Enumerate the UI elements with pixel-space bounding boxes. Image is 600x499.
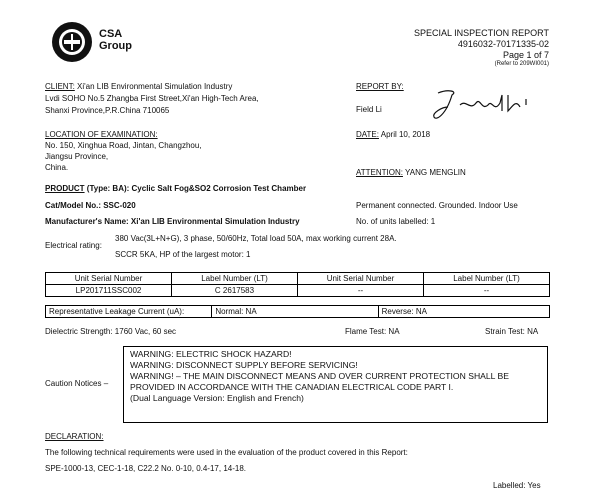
table-cell: LP201711SSC002 <box>46 285 172 297</box>
location-line-3: China. <box>45 163 69 172</box>
leakage-row <box>46 306 550 318</box>
date-value: April 10, 2018 <box>378 130 431 139</box>
caution-box <box>123 346 548 423</box>
declaration-text: The following technical requirements were used in the evaluation of the product covered in this Report: <box>45 448 408 457</box>
product-label: PRODUCT <box>45 184 85 193</box>
client-address-2: Shanxi Province,P.R.China 710065 <box>45 106 170 115</box>
page-number: Page 1 of 7 <box>502 50 549 60</box>
leakage-normal: Normal: NA <box>212 306 378 318</box>
leakage-label: Representative Leakage Current (uA): <box>46 306 212 318</box>
client-line <box>45 82 232 92</box>
table-cell: -- <box>298 285 424 297</box>
caution-line-1: WARNING: ELECTRIC SHOCK HAZARD! <box>130 349 292 359</box>
labelled-status: Labelled: Yes <box>493 481 541 490</box>
leakage-table <box>45 305 550 318</box>
electrical-label: Electrical rating: <box>45 241 102 250</box>
table-cell: C 2617583 <box>172 285 298 297</box>
signature <box>430 85 550 125</box>
client-name: Xi'an LIB Environmental Simulation Industry <box>74 82 233 91</box>
logo-text: CSA Group <box>99 28 132 52</box>
serial-table <box>45 272 550 297</box>
leakage-reverse: Reverse: NA <box>378 306 549 318</box>
table-header: Label Number (LT) <box>424 273 550 285</box>
client-label: CLIENT: <box>45 82 75 91</box>
csa-logo <box>50 20 94 64</box>
caution-line-4: (Dual Language Version: English and French) <box>130 393 304 403</box>
date-label: DATE: <box>356 130 379 139</box>
location-line-1: No. 150, Xinghua Road, Jintan, Changzhou, <box>45 141 202 150</box>
product-line <box>45 184 306 194</box>
attention-value: YANG MENGLIN <box>402 168 466 177</box>
electrical-line-2: SCCR 5KA, HP of the largest motor: 1 <box>115 250 251 259</box>
report-by-name: Field Li <box>356 105 382 114</box>
standards-list: SPE-1000-13, CEC-1-18, C22.2 No. 0-10, 0.4-17, 14-18. <box>45 464 246 473</box>
reference: (Refer to 209WI001) <box>494 61 549 67</box>
table-row <box>46 285 550 297</box>
caution-label: Caution Notices – <box>45 379 109 388</box>
table-header: Label Number (LT) <box>172 273 298 285</box>
strain-test: Strain Test: NA <box>485 327 539 336</box>
report-by-label: REPORT BY: <box>356 82 404 91</box>
table-header: Unit Serial Number <box>298 273 424 285</box>
client-address-1: Lvdi SOHO No.5 Zhangba First Street,Xi'an High-Tech Area, <box>45 94 259 103</box>
units-labelled: No. of units labelled: 1 <box>356 217 436 226</box>
table-header-row <box>46 273 550 285</box>
attention-line <box>356 168 466 178</box>
dielectric-strength: Dielectric Strength: 1760 Vac, 60 sec <box>45 327 177 336</box>
product-value: (Type: BA): Cyclic Salt Fog&SO2 Corrosion Test Chamber <box>84 184 307 193</box>
report-title: SPECIAL INSPECTION REPORT <box>413 28 549 38</box>
caution-line-2: WARNING: DISCONNECT SUPPLY BEFORE SERVICING! <box>130 360 358 370</box>
attention-label: ATTENTION: <box>356 168 403 177</box>
date-line <box>356 130 430 140</box>
table-cell: -- <box>424 285 550 297</box>
flame-test: Flame Test: NA <box>345 327 400 336</box>
manufacturer-name: Manufacturer's Name: Xi'an LIB Environmental Simulation Industry <box>45 217 300 226</box>
table-header: Unit Serial Number <box>46 273 172 285</box>
report-number: 4916032-70171335-02 <box>457 39 549 49</box>
location-line-2: Jiangsu Province, <box>45 152 109 161</box>
electrical-line-1: 380 Vac(3L+N+G), 3 phase, 50/60Hz, Total load 50A, max working current 28A. <box>115 234 397 243</box>
caution-line-3: WARNING! – THE MAIN DISCONNECT MEANS AND OVER CURRENT PROTECTION SHALL BE PROVIDED IN ACCORDANCE WITH THE CANADIAN ELECTRICAL CODE PART I. <box>130 371 509 392</box>
connection-info: Permanent connected. Grounded. Indoor Use <box>356 201 518 210</box>
declaration-label: DECLARATION: <box>45 432 104 441</box>
model-number: Cat/Model No.: SSC-020 <box>45 201 136 210</box>
location-label: LOCATION OF EXAMINATION: <box>45 130 158 139</box>
